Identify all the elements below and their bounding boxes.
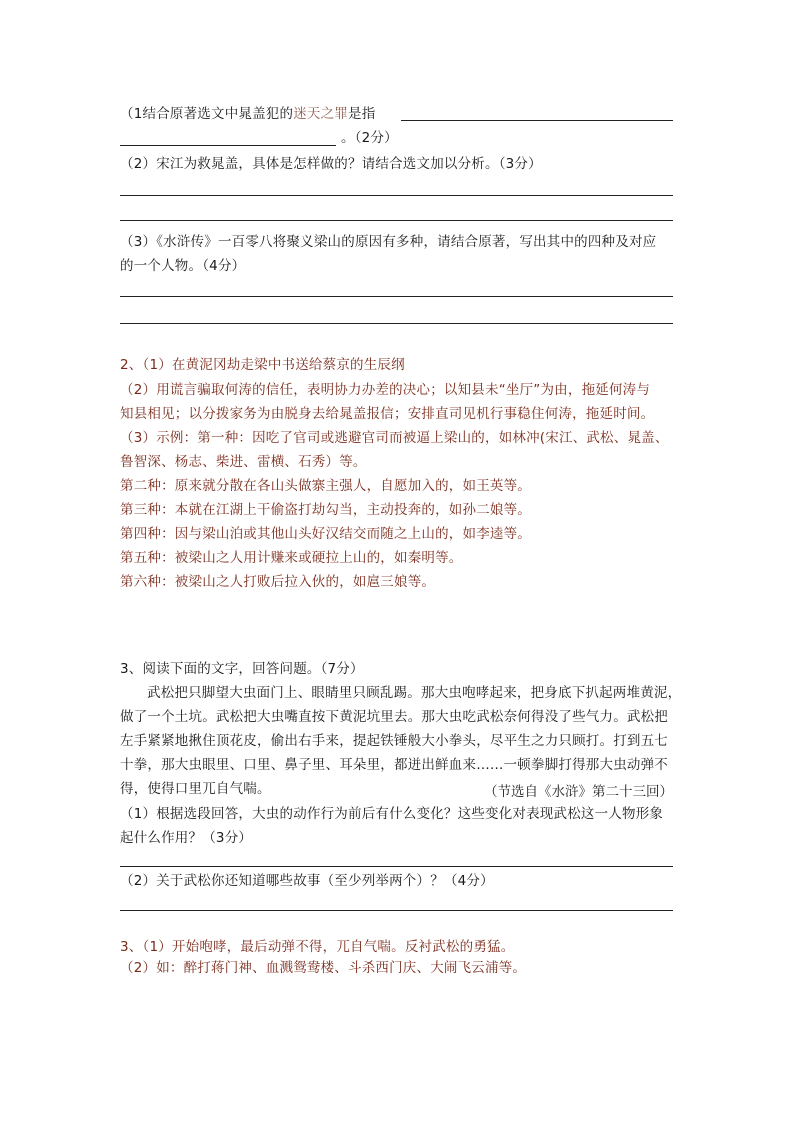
answer2-line2: （2）用谎言骗取何涛的信任，表明协力办差的决心；以知县未“坐厅”为由，拖延何涛与 xyxy=(120,382,651,398)
answer2-line5: 鲁智深、杨志、柴进、雷横、石秀）等。 xyxy=(120,454,367,470)
answer-blank-q2b xyxy=(120,220,673,221)
answer2-line10: 第六种：被梁山之人打败后拉入伙的，如扈三娘等。 xyxy=(120,574,436,590)
passage-source: （节选自《水浒》第二十三回） xyxy=(484,784,673,800)
q1-term: 迷天之罪 xyxy=(293,106,349,122)
question-1-line xyxy=(120,104,375,124)
passage-line3: 左手紧紧地揪住顶花皮，偷出右手来，提起铁锤般大小拳头，尽平生之力只顾打。打到五七 xyxy=(120,733,668,749)
answer2-line7: 第三种：本就在江湖上干偷盗打劫勾当，主动投奔的，如孙二娘等。 xyxy=(120,502,531,518)
answer-blank-s3q1 xyxy=(120,866,673,867)
answer-blank-q3a xyxy=(120,296,673,297)
answer-blank-q1a xyxy=(401,120,673,121)
s3-question-2: （2）关于武松你还知道哪些故事（至少列举两个）？（4分） xyxy=(120,873,494,889)
answer2-line8: 第四种：因与梁山泊或其他山头好汉结交而随之上山的，如李逵等。 xyxy=(120,526,531,542)
passage-line5: 得，使得口里兀自气喘。 xyxy=(120,781,271,797)
answer2-line9: 第五种：被梁山之人用计赚来或硬拉上山的，如秦明等。 xyxy=(120,550,463,566)
passage-line1: 武松把只脚望大虫面门上、眼睛里只顾乱踢。那大虫咆哮起来，把身底下扒起两堆黄泥， xyxy=(147,685,682,701)
answer2-line4: （3）示例：第一种：因吃了官司或逃避官司而被逼上梁山的，如林冲(宋江、武松、晁盖、 xyxy=(120,430,669,446)
s3-question-1-line2: 起什么作用？（3分） xyxy=(120,830,253,846)
answer3-line1: 3、（1）开始咆哮，最后动弹不得，兀自气喘。反衬武松的勇猛。 xyxy=(120,939,515,955)
q1-suffix: 是指 xyxy=(348,106,376,122)
question-3-line2: 的一个人物。（4分） xyxy=(120,258,246,274)
answer2-line6: 第二种：原来就分散在各山头做寨主强人，自愿加入的，如王英等。 xyxy=(120,478,531,494)
question-3-line1: （3）《水浒传》一百零八将聚义梁山的原因有多种，请结合原著，写出其中的四种及对应 xyxy=(120,234,657,250)
answer2-line1: 2、（1）在黄泥冈劫走梁中书送给蔡京的生辰纲 xyxy=(120,357,405,373)
q1-prefix: （1结合原著选文中晁盖犯的 xyxy=(120,106,294,122)
passage-line4: 十拳，那大虫眼里、口里、鼻子里、耳朵里，都迸出鲜血来……一顿拳脚打得那大虫动弹不 xyxy=(120,757,668,773)
question-2: （2）宋江为救晁盖，具体是怎样做的？请结合选文加以分析。（3分） xyxy=(120,156,542,172)
answer2-line3: 知县相见；以分拨家务为由脱身去给晁盖报信；安排直司见机行事稳住何涛，拖延时间。 xyxy=(120,406,655,422)
answer-blank-q1b xyxy=(120,145,336,146)
passage-line2: 做了一个土坑。武松把大虫嘴直按下黄泥坑里去。那大虫吃武松奈何得没了些气力。武松把 xyxy=(120,709,668,725)
answer-blank-q3b xyxy=(120,323,673,324)
s3-question-1-line1: （1）根据选段回答，大虫的动作行为前后有什么变化？这些变化对表现武松这一人物形象 xyxy=(120,806,664,822)
answer3-line2: （2）如：醉打蒋门神、血溅鸳鸯楼、斗杀西门庆、大闹飞云浦等。 xyxy=(120,960,527,976)
question-1-end: 。（2分） xyxy=(341,130,398,146)
answer-blank-s3q2 xyxy=(120,910,673,911)
answer-blank-q2a xyxy=(120,195,673,196)
section3-heading: 3、阅读下面的文字，回答问题。（7分） xyxy=(120,661,364,677)
